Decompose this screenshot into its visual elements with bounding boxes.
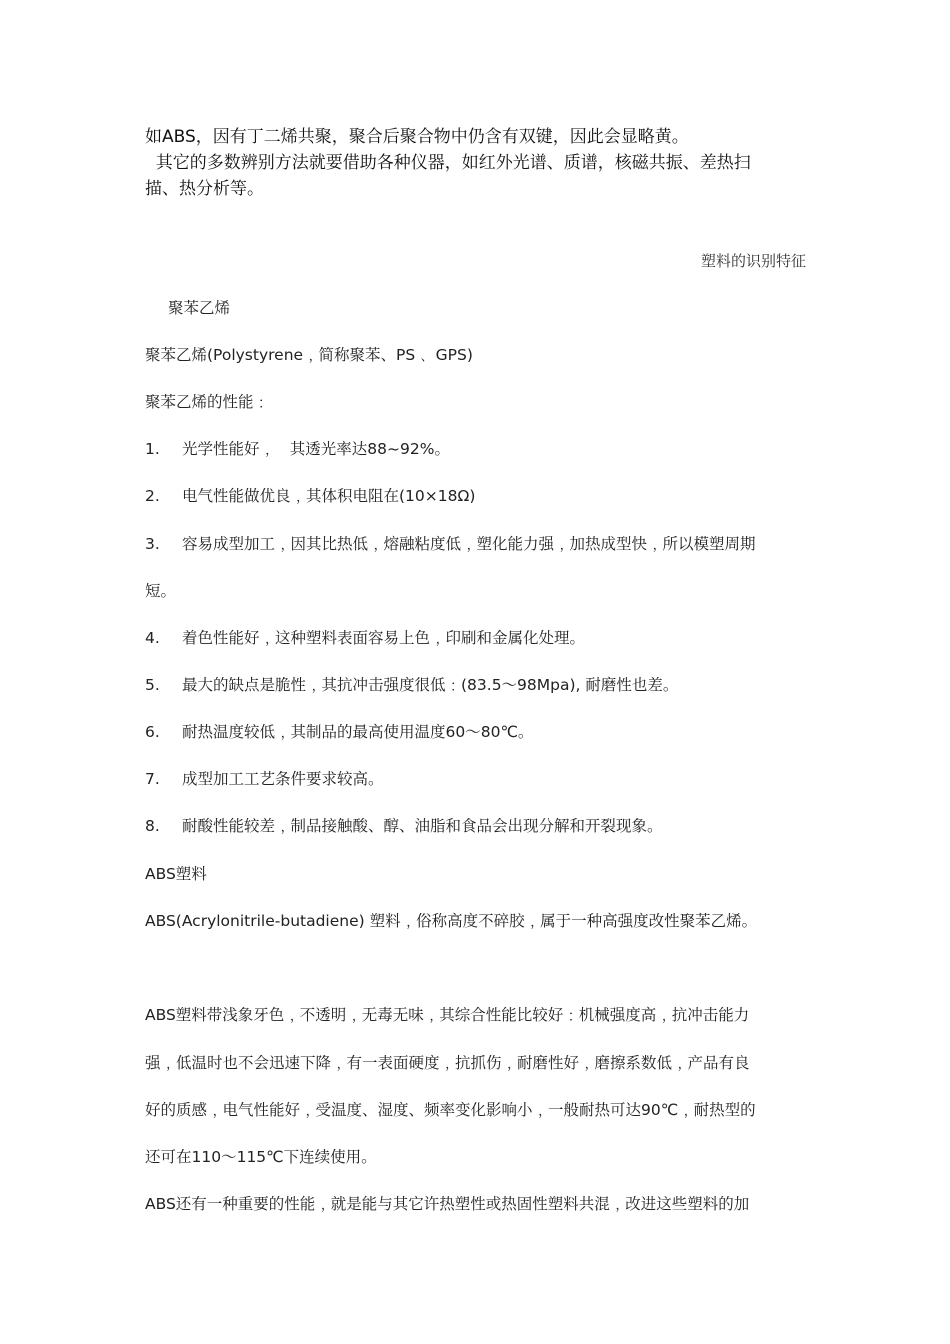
list-number: 4.	[145, 629, 160, 647]
ps-subtitle: 聚苯乙烯	[168, 299, 231, 317]
list-text: 容易成型加工﹐因其比热低﹐熔融粘度低﹐塑化能力强﹐加热成型快﹐所以模塑周期	[182, 535, 756, 553]
list-number: 1.	[145, 440, 160, 458]
list-item	[145, 815, 663, 837]
abs-paragraph-line: ABS还有一种重要的性能﹐就是能与其它许热塑性或热固性塑料共混﹐改进这些塑料的加	[145, 1195, 750, 1213]
list-text: 最大的缺点是脆性﹐其抗冲击强度很低﹕(83.5～98Mpa), 耐磨性也差。	[182, 676, 679, 694]
ps-fullname: 聚苯乙烯(Polystyrene﹐简称聚苯、PS﹑ GPS)	[145, 346, 473, 364]
abs-paragraph-line: 好的质感﹐电气性能好﹐受温度、湿度、频率变化影响小﹐一般耐热可达90℃﹐耐热型的	[145, 1101, 756, 1119]
list-item-continuation	[145, 580, 176, 602]
list-number: 5.	[145, 676, 160, 694]
abs-paragraph-line: 强﹐低温时也不会迅速下降﹐有一表面硬度﹐抗抓伤﹐耐磨性好﹐磨擦系数低﹐产品有良	[145, 1054, 750, 1072]
list-item	[145, 627, 585, 649]
intro-line: 其它的多数辨别方法就要借助各种仪器，如红外光谱、质谱，核磁共振、差热扫	[145, 153, 751, 173]
intro-paragraph	[145, 124, 810, 202]
list-number: 3.	[145, 535, 160, 553]
list-number: 7.	[145, 770, 160, 788]
list-text: 短。	[145, 582, 177, 600]
ps-props-label: 聚苯乙烯的性能﹕	[145, 393, 270, 411]
list-text: 着色性能好﹐这种塑料表面容易上色﹐印刷和金属化处理。	[182, 629, 586, 647]
abs-paragraph-line: 还可在110～115℃下连续使用。	[145, 1148, 377, 1166]
list-text: 光学性能好﹐ 其透光率达88~92%。	[182, 440, 450, 458]
intro-line: 描、热分析等。	[145, 179, 264, 199]
list-item	[145, 485, 475, 507]
list-item	[145, 674, 678, 696]
abs-paragraph-line: ABS塑料带浅象牙色﹐不透明﹐无毒无味﹐其综合性能比较好﹕机械强度高﹐抗冲击能力	[145, 1006, 750, 1024]
list-text: 耐热温度较低﹐其制品的最高使用温度60～80℃。	[182, 723, 534, 741]
section-title: 塑料的识别特征	[700, 252, 806, 270]
list-item	[145, 533, 756, 555]
abs-title: ABS塑料	[145, 865, 207, 883]
list-text: 耐酸性能较差﹐制品接触酸、醇、油脂和食品会出现分解和开裂现象。	[182, 817, 663, 835]
list-number: 2.	[145, 487, 160, 505]
list-text: 电气性能做优良﹐其体积电阻在(10×18Ω)	[182, 487, 476, 505]
list-number: 8.	[145, 817, 160, 835]
abs-definition: ABS(Acrylonitrile-butadiene) 塑料﹐俗称高度不碎胶﹐属于一种高强度改性聚苯乙烯。	[145, 912, 758, 930]
list-item	[145, 721, 533, 743]
intro-line: 如ABS，因有丁二烯共聚，聚合后聚合物中仍含有双键，因此会显略黄。	[145, 127, 689, 147]
list-item	[145, 438, 450, 460]
list-text: 成型加工工艺条件要求较高。	[182, 770, 384, 788]
list-number: 6.	[145, 723, 160, 741]
list-item	[145, 768, 384, 790]
